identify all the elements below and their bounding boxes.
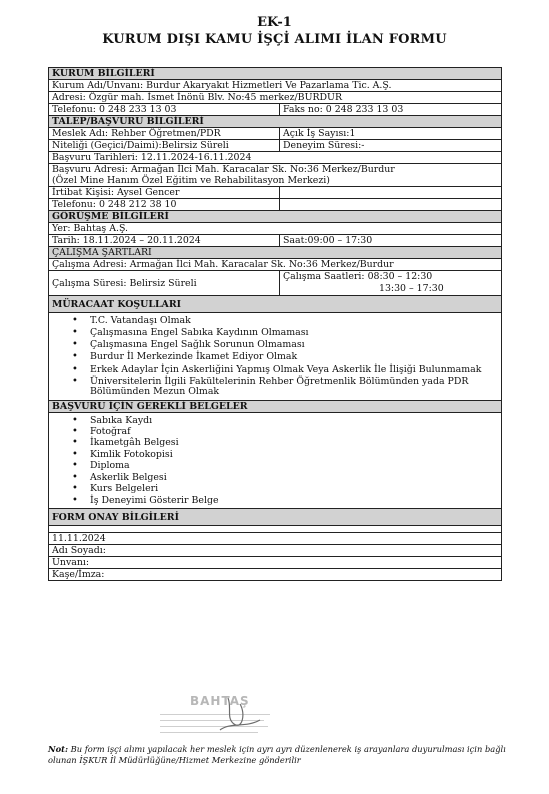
interview-date: Tarih: 18.11.2024 – 20.11.2024: [49, 235, 280, 247]
document-item: • İş Deneyimi Gösterir Belge: [52, 496, 498, 506]
condition-item: • Erkek Adaylar İçin Askerliğini Yapmış Olmak Veya Askerlik İle İlişiği Bulunmamak: [52, 365, 498, 375]
contact-person: İrtibat Kişisi: Aysel Gencer: [49, 187, 280, 199]
announcement-form-table: [48, 67, 502, 581]
working-hours: [280, 271, 502, 296]
condition-item: • Çalışmasına Engel Sabıka Kaydının Olmaması: [52, 328, 498, 338]
condition-item: • Burdur İl Merkezinde İkamet Ediyor Olmak: [52, 352, 498, 362]
profession-name: Meslek Adı: Rehber Öğretmen/PDR: [49, 128, 280, 140]
condition-item: • Çalışmasına Engel Sağlık Sorunun Olmaması: [52, 340, 498, 350]
institution-fax: Faks no: 0 248 233 13 03: [280, 104, 502, 116]
handwritten-signature-icon: [150, 694, 280, 744]
interview-place: Yer: Bahtaş A.Ş.: [49, 223, 502, 235]
section-interview: GÖRÜŞME BİLGİLERİ: [49, 211, 502, 223]
institution-address: Adresi: Özgür mah. İsmet İnönü Blv. No:45 merkez/BURDUR: [49, 92, 502, 104]
note-text: Bu form işçi alımı yapılacak her meslek için ayrı ayrı düzenlenerek iş arayanlara duyurulması için bağlı olunan İŞKUR İl Müdürlüğüne/Hizmet Merkezine gönderilir: [48, 744, 506, 765]
institution-phone: Telefonu: 0 248 233 13 03: [49, 104, 280, 116]
document-item: • Sabıka Kaydı: [52, 416, 498, 426]
annex-label: EK-1: [257, 15, 292, 30]
documents-cell: [49, 413, 502, 509]
section-approval: FORM ONAY BİLGİLERİ: [49, 509, 502, 526]
document-item: • İkametgâh Belgesi: [52, 438, 498, 448]
approval-date: 11.11.2024: [49, 533, 502, 545]
page-header: [0, 15, 549, 49]
conditions-list: [52, 313, 498, 400]
institution-name: Kurum Adı/Unvanı: Burdur Akaryakıt Hizmetleri Ve Pazarlama Tic. A.Ş.: [49, 80, 502, 92]
documents-list: [52, 413, 498, 508]
note-label: Not:: [48, 744, 69, 754]
working-address: Çalışma Adresi: Armağan İlci Mah. Karacalar Sk. No:36 Merkez/Burdur: [49, 259, 502, 271]
section-documents: BAŞVURU İÇİN GEREKLİ BELGELER: [49, 401, 502, 413]
approval-name: Adı Soyadı:: [49, 545, 502, 557]
working-hours-afternoon: 13:30 – 17:30: [379, 283, 444, 294]
probation-period: Deneyim Süresi:-: [280, 140, 502, 152]
section-working-conditions: ÇALIŞMA ŞARTLARI: [49, 247, 502, 259]
contact-phone-empty-cell: [280, 199, 502, 211]
document-item: • Kurs Belgeleri: [52, 484, 498, 494]
company-stamp: [150, 694, 280, 744]
employment-nature: Niteliği (Geçici/Daimi):Belirsiz Süreli: [49, 140, 280, 152]
condition-item: • T.C. Vatandaşı Olmak: [52, 316, 498, 326]
document-item: • Fotoğraf: [52, 427, 498, 437]
section-application: TALEP/BAŞVURU BİLGİLERİ: [49, 116, 502, 128]
approval-title: Unvanı:: [49, 557, 502, 569]
contact-phone: Telefonu: 0 248 212 38 10: [49, 199, 280, 211]
company-stamp-text: BAHTAŞ: [190, 694, 250, 708]
condition-item: • Üniversitelerin İlgili Fakültelerinin Rehber Öğretmenlik Bölümünden yada PDR Bölümünden Mezun Olmak: [52, 377, 498, 398]
interview-time: Saat:09:00 – 17:30: [280, 235, 502, 247]
application-address-line2: (Özel Mine Hanım Özel Eğitim ve Rehabilitasyon Merkezi): [52, 175, 330, 186]
document-item: • Diploma: [52, 461, 498, 471]
contact-empty-cell: [280, 187, 502, 199]
open-positions: Açık İş Sayısı:1: [280, 128, 502, 140]
document-item: • Kimlik Fotokopisi: [52, 450, 498, 460]
working-duration: Çalışma Süresi: Belirsiz Süreli: [49, 271, 280, 296]
approval-spacer: [49, 526, 502, 533]
working-hours-morning: Çalışma Saatleri: 08:30 – 12:30: [283, 271, 433, 282]
form-title: KURUM DIŞI KAMU İŞÇİ ALIMI İLAN FORMU: [102, 32, 447, 47]
footer-note: [48, 744, 508, 766]
document-item: • Askerlik Belgesi: [52, 473, 498, 483]
section-conditions: MÜRACAAT KOŞULLARI: [49, 296, 502, 313]
application-address-line1: Başvuru Adresi: Armağan İlci Mah. Karacalar Sk. No:36 Merkez/Burdur: [52, 164, 395, 175]
application-address: [49, 164, 502, 187]
section-institution: KURUM BİLGİLERİ: [49, 68, 502, 80]
approval-stamp-signature: Kaşe/İmza:: [49, 569, 502, 581]
application-dates: Başvuru Tarihleri: 12.11.2024-16.11.2024: [49, 152, 502, 164]
conditions-cell: [49, 313, 502, 401]
